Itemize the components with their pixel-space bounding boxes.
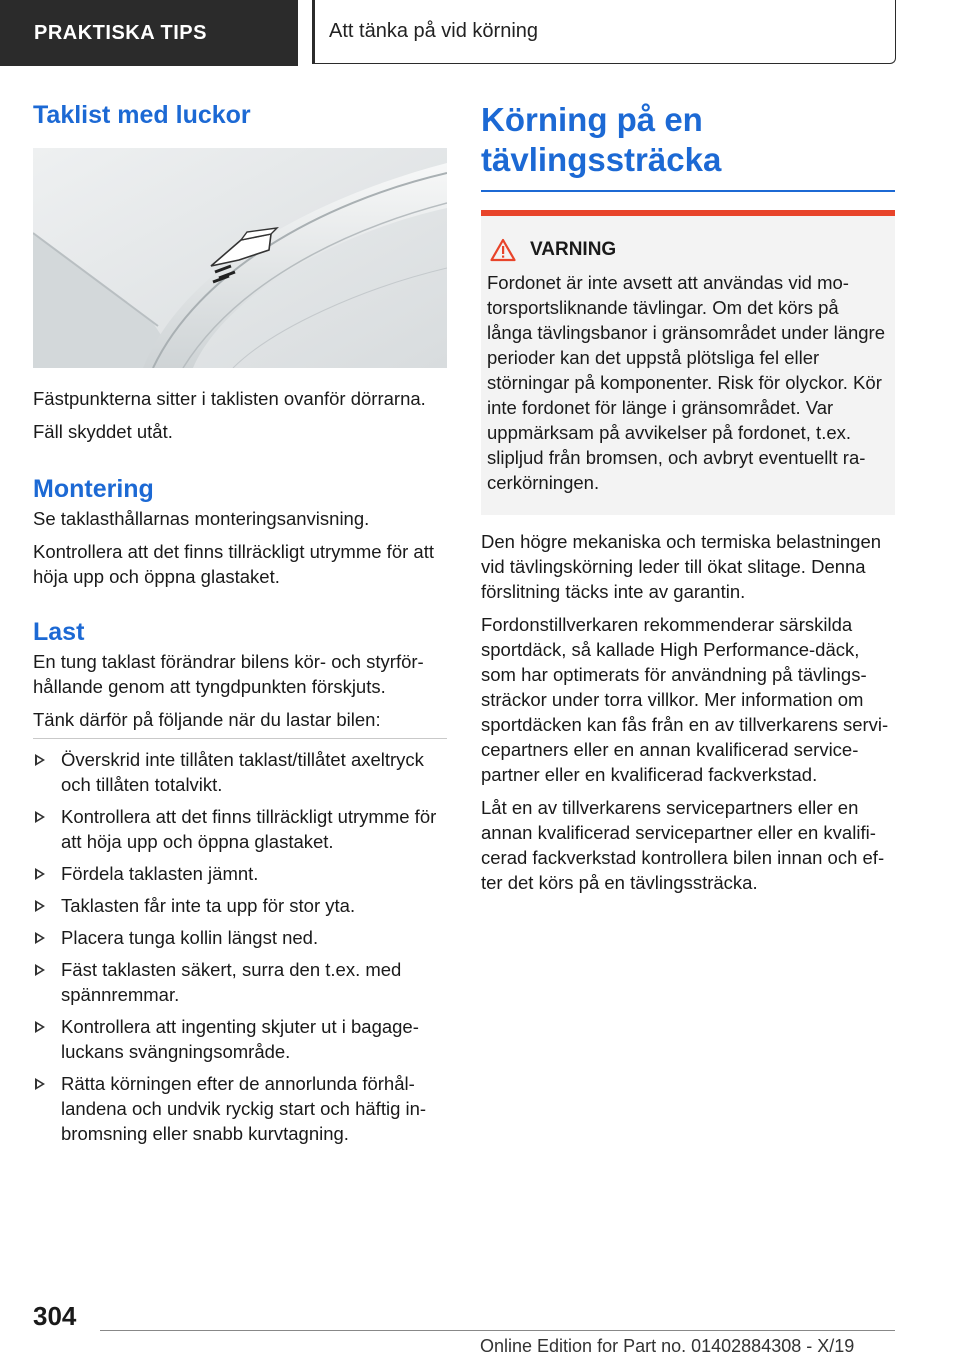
chapter-label: Att tänka på vid körning [312, 0, 896, 64]
list-item: Kontrollera att ingenting skjuter ut i bagage-luckans svängningsområde. [33, 1014, 447, 1064]
triangle-bullet-icon [35, 754, 45, 766]
section-label: PRAKTISKA TIPS [0, 0, 298, 66]
caption-attachment-points: Fästpunkterna sitter i taklisten ovanför dörrarna. [33, 388, 426, 409]
triangle-bullet-icon [35, 964, 45, 976]
warning-heading [487, 238, 889, 262]
racetrack-text-2: Fordonstillverkaren rekommenderar särskilda sportdäck, så kallade High Performance-däck, som har optimerats för användning på tävlings-sträckor under torra villkor. Mer information om sportdäcken kan fås från en av tillverkarens servi-cepartners eller en annan kvalificerad service-partner eller en kvalificerad fackverkstad. [481, 614, 889, 785]
warning-label: VARNING [530, 239, 617, 260]
triangle-bullet-icon [35, 811, 45, 823]
triangle-bullet-icon [35, 932, 45, 944]
list-item: Fäst taklasten säkert, surra den t.ex. med spännremmar. [33, 957, 447, 1007]
list-item: Rätta körningen efter de annorlunda förhål-landena och undvik ryckig start och häftig in-bromsning eller snabb kurvtagning. [33, 1071, 447, 1146]
title-line-2: tävlingssträcka [481, 141, 722, 178]
last-text-2: Tänk därför på följande när du lastar bilen: [33, 709, 381, 730]
list-item: Kontrollera att det finns tillräckligt utrymme för att höja upp och öppna glastaket. [33, 804, 447, 854]
title-underline [481, 190, 895, 192]
roof-rail-photo [33, 148, 447, 368]
title-line-1: Körning på en [481, 101, 703, 138]
racetrack-text-1: Den högre mekaniska och termiska belastningen vid tävlingskörning leder till ökat slitage. Denna förslitning täcks inte av garantin. [481, 531, 882, 602]
triangle-bullet-icon [35, 868, 45, 880]
section-title-roof-rail: Taklist med luckor [33, 101, 251, 129]
section-title-montering: Montering [33, 475, 154, 503]
last-text-1: En tung taklast förändrar bilens kör- och styrför-hållande genom att tyngdpunkten förskjuts. [33, 651, 424, 697]
roof-rail-cover-icon [33, 148, 447, 368]
montering-text-1: Se taklasthållarnas monteringsanvisning. [33, 508, 370, 529]
edition-note: Online Edition for Part no. 01402884308 - X/19 [480, 1336, 855, 1356]
load-bullet-list [33, 747, 447, 1146]
list-item: Taklasten får inte ta upp för stor yta. [33, 893, 447, 918]
page-number: 304 [33, 1301, 77, 1331]
caption-fold-cover: Fäll skyddet utåt. [33, 421, 173, 442]
section-title-racetrack [481, 100, 895, 180]
list-item: Fördela taklasten jämnt. [33, 861, 447, 886]
section-title-last: Last [33, 618, 85, 646]
warning-triangle-icon [490, 238, 516, 262]
racetrack-text-3: Låt en av tillverkarens servicepartners eller en annan kvalificerad servicepartner eller en kvalifi-cerad fackverkstad kontrollera bilen innan och ef-ter det körs på en tävlingssträcka. [481, 797, 885, 893]
warning-text: Fordonet är inte avsett att användas vid mo-torsportsliknande tävlingar. Om det körs på långa tävlingsbanor i gränsområdet under längre perioder kan det uppstå plötsliga fel eller störningar på komponenter. Risk för olyckor. Kör inte fordonet för länge i gränsområdet. Var uppmärksam på avvikelser på fordonet, t.ex. slipljud från bromsen, och avbryt eventuellt ra-cerkörningen. [487, 272, 886, 493]
right-column [481, 100, 895, 895]
triangle-bullet-icon [35, 900, 45, 912]
page-header [0, 0, 960, 66]
warning-box [481, 210, 895, 515]
footer-rule [100, 1330, 895, 1331]
triangle-bullet-icon [35, 1021, 45, 1033]
list-item: Överskrid inte tillåten taklast/tillåtet axeltryck och tillåten totalvikt. [33, 747, 447, 797]
list-item: Placera tunga kollin längst ned. [33, 925, 447, 950]
left-column [33, 100, 447, 1153]
montering-text-2: Kontrollera att det finns tillräckligt utrymme för att höja upp och öppna glastaket. [33, 541, 434, 587]
triangle-bullet-icon [35, 1078, 45, 1090]
divider [33, 738, 447, 739]
